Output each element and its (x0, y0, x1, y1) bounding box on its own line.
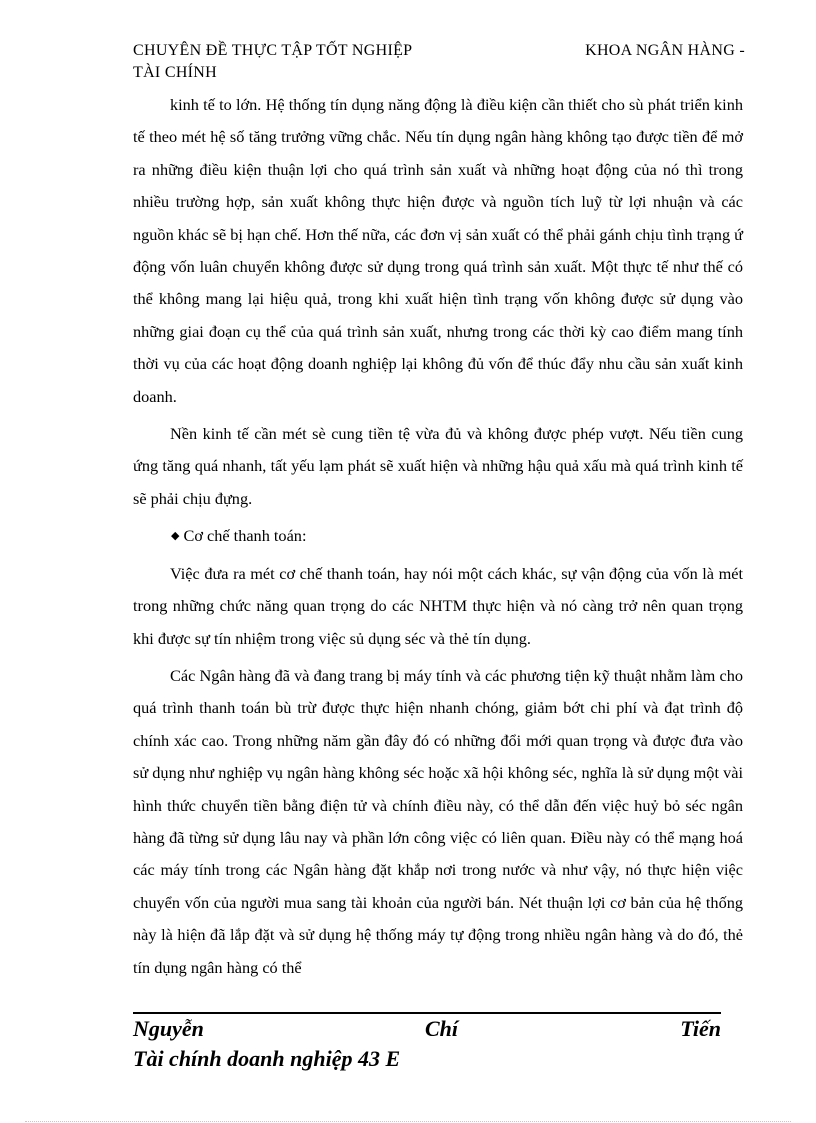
document-body (133, 89, 743, 984)
author-given-name: Tiến (680, 1016, 721, 1041)
author-name (133, 1014, 721, 1044)
author-family-name: Nguyễn (133, 1016, 204, 1041)
author-middle-name: Chí (425, 1016, 459, 1041)
paragraph-money-supply: Nền kinh tế cần mét sè cung tiền tệ vừa đủ và không được phép vượt. Nếu tiền cung ứng tăng quá nhanh, tất yếu lạm phát sẽ xuất hiện và những hậu quả xấu mà quá trình kinh tế sẽ phải chịu đựng. (133, 424, 743, 508)
author-class: Tài chính doanh nghiệp 43 E (133, 1046, 401, 1071)
paragraph-credit: kinh tế to lớn. Hệ thống tín dụng năng động là điều kiện cần thiết cho sù phát triển kinh tế theo mét hệ số tăng trưởng vững chắc. Nếu tín dụng ngân hàng không tạo được tiền để mở ra những điều kiện thuận lợi cho quá trình sản xuất và những hoạt động của nó thì trong nhiều trường hợp, sản xuất không thực hiện được và nguồn tích luỹ từ lợi nhuận và các nguồn khác sẽ bị hạn chế. Hơn thế nữa, các đơn vị sản xuất có thể phải gánh chịu tình trạng ứ động vốn luân chuyển không được sử dụng trong quá trình sản xuất. Một thực tế như thế có thể không mang lại hiệu quả, trong khi xuất hiện tình trạng vốn không được sử dụng vào những giai đoạn cụ thể của quá trình sản xuất, nhưng trong các thời kỳ cao điểm mang tính thời vụ của các hoạt động doanh nghiệp lại không đủ vốn để thúc đẩy nhu cầu sản xuất kinh doanh. (133, 95, 743, 406)
diamond-bullet-icon: ◆ (171, 530, 180, 543)
bullet-heading-text: Cơ chế thanh toán: (183, 526, 307, 546)
page-bottom-border (25, 1121, 791, 1122)
paragraph-payment-mechanism: Việc đưa ra mét cơ chế thanh toán, hay nói một cách khác, sự vận động của vốn là mét trong những chức năng quan trọng do các NHTM thực hiện và nó càng trở nên quan trọng khi được sự tín nhiệm trong việc sủ dụng séc và thẻ tín dụng. (133, 563, 743, 648)
paragraph-banking-technology: Các Ngân hàng đã và đang trang bị máy tính và các phương tiện kỹ thuật nhằm làm cho quá trình thanh toán bù trừ được thực hiện nhanh chóng, giảm bớt chi phí và đạt trình độ chính xác cao. Trong những năm gần đây đó có những đổi mới quan trọng và được đưa vào sử dụng như nghiệp vụ ngân hàng không séc hoặc xã hội không séc, nghĩa là sử dụng một vài hình thức chuyển tiền bằng điện tử và chính điều này, có thể dẫn đến việc huỷ bỏ séc ngân hàng đã từng sử dụng lâu nay và phần lớn công việc có liên quan. Điều này có thể mạng hoá các máy tính trong các Ngân hàng đặt khắp nơi trong nước và như vậy, nó thực hiện việc chuyển vốn của người mua sang tài khoản của người bán. Nét thuận lợi cơ bản của hệ thống này là hiện đã lắp đặt và sử dụng hệ thống máy tự động trong nhiều ngân hàng và do đó, thẻ tín dụng ngân hàng có thể (133, 665, 743, 977)
header-title-continued: TÀI CHÍNH (133, 64, 218, 81)
page-footer (133, 1012, 721, 1074)
header-title: CHUYÊN ĐỀ THỰC TẬP TỐT NGHIỆP (133, 42, 413, 59)
header-department: KHOA NGÂN HÀNG - (585, 42, 745, 59)
bullet-heading (133, 520, 743, 552)
